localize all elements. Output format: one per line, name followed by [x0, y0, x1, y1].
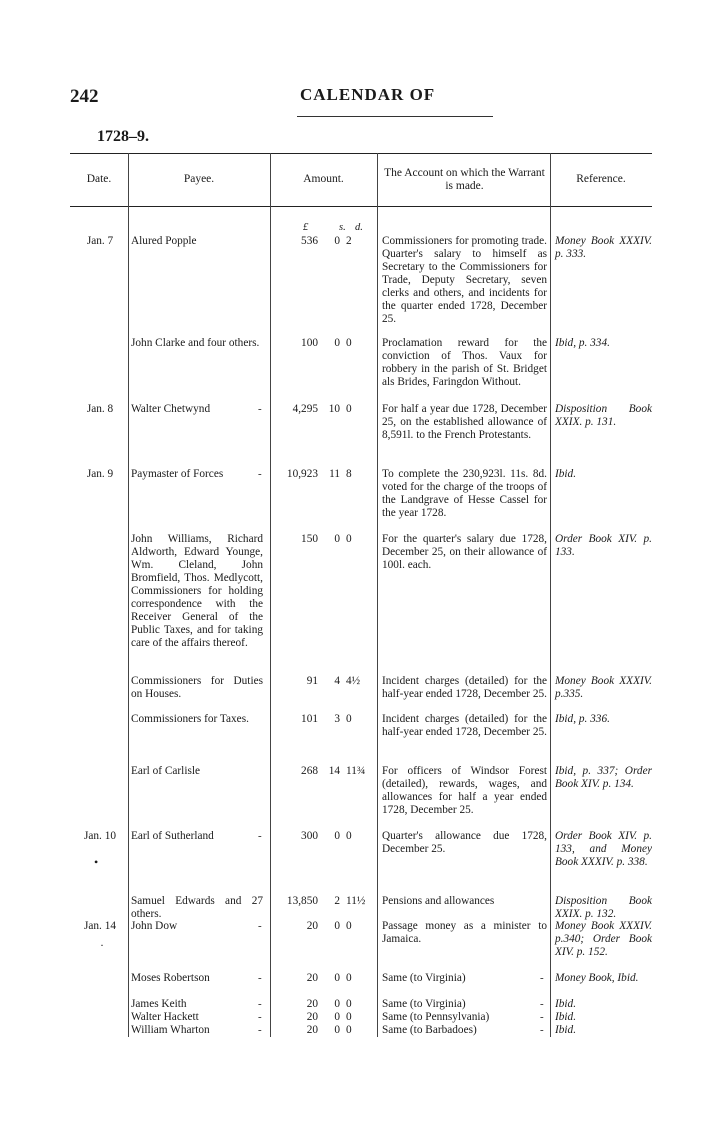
entry-payee: Commissioners for Taxes. — [131, 713, 249, 725]
column-divider — [377, 153, 378, 1037]
amount-shillings: 0 — [334, 1024, 340, 1036]
amount-shillings: 11 — [329, 468, 340, 480]
entry-account: Incident charges (detailed) for the half-year ended 1728, December 25. — [382, 713, 547, 738]
running-title: CALENDAR OF — [300, 85, 436, 104]
entry-date: Jan. 10 — [83, 830, 116, 842]
amount-pence: 0 — [346, 998, 352, 1010]
entry-payee: Earl of Carlisle — [131, 765, 201, 777]
amount-pence: 0 — [346, 337, 352, 349]
amount-pounds: 101 — [301, 713, 318, 725]
entry-date: Jan. 7 — [86, 235, 114, 247]
entry-reference: Order Book XIV. p. 133. — [555, 533, 652, 558]
entry-account: Same (to Virginia) — [382, 998, 466, 1010]
entry-date: Jan. 8 — [86, 403, 114, 415]
leader-dash: - — [258, 468, 262, 480]
entry-reference: Money Book XXXIV. p. 333. — [555, 235, 652, 260]
leader-dash: - — [540, 972, 544, 984]
amount-pence: 0 — [346, 920, 352, 932]
leader-dash: - — [540, 1011, 544, 1023]
amount-shillings: 0 — [334, 337, 340, 349]
leader-dash: - — [258, 1024, 262, 1036]
entry-amount — [272, 1011, 377, 1024]
year-heading: 1728–9. — [97, 128, 149, 145]
entry-reference: Ibid, p. 336. — [555, 713, 610, 725]
column-header-account: The Account on which the Warrant is made. — [384, 166, 545, 192]
entry-reference: Ibid, p. 337; Order Book XIV. p. 134. — [555, 765, 652, 790]
entry-reference: Money Book, Ibid. — [555, 972, 639, 984]
entry-reference: Ibid. — [555, 468, 577, 480]
amount-pounds: 20 — [306, 972, 318, 984]
amount-shillings: 0 — [334, 998, 340, 1010]
entry-payee: Paymaster of Forces — [131, 468, 224, 480]
entry-date: Jan. 14 — [83, 920, 116, 932]
column-divider — [128, 153, 129, 1037]
entry-amount — [272, 337, 377, 350]
entry-amount — [272, 895, 377, 908]
column-header-reference: Reference. — [576, 173, 626, 185]
entry-account: Commissioners for promoting trade. Quarter's salary to himself as Secretary to the Commissioners for Trade, Deputy Secretary, seven clerks and others, and incidents for the quarter ended 1728, December 25. — [382, 235, 547, 325]
entry-reference: Money Book XXXIV. p.340; Order Book XIV. p. 152. — [555, 920, 652, 958]
amount-pounds: 100 — [301, 337, 318, 349]
amount-shillings: 0 — [334, 235, 340, 247]
amount-pence: 0 — [346, 1024, 352, 1036]
table-header-rule — [70, 206, 652, 207]
entry-reference: Ibid. — [555, 1024, 577, 1036]
entry-amount — [272, 675, 377, 688]
entry-payee: John Dow — [131, 920, 178, 932]
amount-shillings: 14 — [328, 765, 340, 777]
entry-amount — [272, 972, 377, 985]
amount-pounds: 536 — [301, 235, 318, 247]
entry-account: For officers of Windsor Forest (detailed), rewards, wages, and allowances for half a year ended 1728, December 25. — [382, 765, 547, 816]
unit-pounds: £ — [303, 222, 309, 233]
amount-pence: 8 — [346, 468, 352, 480]
entry-amount — [272, 765, 377, 778]
amount-shillings: 10 — [328, 403, 340, 415]
amount-shillings: 2 — [334, 895, 340, 907]
entry-payee: Samuel Edwards and 27 others. — [131, 895, 263, 920]
column-header-amount: Amount. — [303, 173, 344, 185]
entry-account: Same (to Pennsylvania) — [382, 1011, 490, 1023]
entry-payee: Walter Chetwynd — [131, 403, 211, 415]
amount-pounds: 10,923 — [286, 468, 318, 480]
entry-payee: James Keith — [131, 998, 187, 1010]
entry-account: Same (to Virginia) — [382, 972, 466, 984]
entry-reference: Money Book XXXIV. p.335. — [555, 675, 652, 700]
amount-shillings: 0 — [334, 830, 340, 842]
amount-pence: 0 — [346, 403, 352, 415]
entry-account: Pensions and allowances — [382, 895, 495, 907]
amount-pounds: 91 — [306, 675, 318, 687]
entry-payee: Earl of Sutherland — [131, 830, 214, 842]
leader-dash: - — [258, 403, 262, 415]
entry-payee: Alured Popple — [131, 235, 197, 247]
entry-account: For the quarter's salary due 1728, December 25, on their allowance of 100l. each. — [382, 533, 547, 571]
amount-pounds: 268 — [301, 765, 318, 777]
leader-dash: - — [540, 998, 544, 1010]
amount-shillings: 3 — [334, 713, 340, 725]
entry-account: Same (to Barbadoes) — [382, 1024, 477, 1036]
leader-dash: - — [258, 1011, 262, 1023]
entry-amount — [272, 533, 377, 546]
amount-pounds: 150 — [301, 533, 318, 545]
unit-shillings: s. — [339, 222, 346, 233]
amount-pence: 11¾ — [346, 765, 366, 777]
entry-amount — [272, 830, 377, 843]
entry-account: Quarter's allowance due 1728, December 25. — [382, 830, 547, 855]
entry-payee: Moses Robertson — [131, 972, 210, 984]
entry-reference: Ibid, p. 334. — [555, 337, 610, 349]
leader-dash: - — [258, 972, 262, 984]
column-header-date: Date. — [86, 173, 112, 185]
entry-account: Passage money as a minister to Jamaica. — [382, 920, 547, 945]
entry-amount — [272, 998, 377, 1011]
column-divider — [550, 153, 551, 1037]
margin-mark: · — [100, 938, 104, 952]
amount-pence: 0 — [346, 533, 352, 545]
entry-reference: Ibid. — [555, 1011, 577, 1023]
amount-pounds: 4,295 — [292, 403, 318, 415]
page-number: 242 — [70, 86, 99, 107]
entry-payee: John Clarke and four others. — [131, 337, 260, 349]
entry-reference: Order Book XIV. p. 133, and Money Book XXXIV. p. 338. — [555, 830, 652, 868]
amount-pence: 0 — [346, 1011, 352, 1023]
column-header-payee: Payee. — [183, 173, 215, 185]
amount-pounds: 13,850 — [286, 895, 318, 907]
title-rule — [297, 116, 493, 117]
amount-shillings: 0 — [334, 1011, 340, 1023]
leader-dash: - — [258, 920, 262, 932]
amount-shillings: 0 — [334, 972, 340, 984]
margin-mark: • — [94, 855, 99, 869]
leader-dash: - — [258, 998, 262, 1010]
amount-pounds: 20 — [306, 1024, 318, 1036]
entry-account: To complete the 230,923l. 11s. 8d. voted for the charge of the troops of the Landgrave of Hesse Cassel for the year 1728. — [382, 468, 547, 519]
leader-dash: - — [258, 830, 262, 842]
amount-shillings: 0 — [334, 533, 340, 545]
entry-payee: William Wharton — [131, 1024, 210, 1036]
entry-account: Incident charges (detailed) for the half-year ended 1728, December 25. — [382, 675, 547, 700]
entry-amount — [272, 1024, 377, 1037]
amount-pence: 0 — [346, 713, 352, 725]
amount-pounds: 20 — [306, 1011, 318, 1023]
amount-shillings: 0 — [334, 920, 340, 932]
amount-shillings: 4 — [334, 675, 340, 687]
entry-account: For half a year due 1728, December 25, on the established allowance of 8,591l. to the French Protestants. — [382, 403, 547, 441]
leader-dash: - — [540, 1024, 544, 1036]
amount-pounds: 20 — [306, 998, 318, 1010]
amount-pence: 2 — [346, 235, 352, 247]
amount-pounds: 300 — [301, 830, 318, 842]
entry-reference: Disposition Book XXIX. p. 131. — [555, 403, 652, 428]
amount-pence: 4½ — [346, 675, 361, 687]
entry-payee: Walter Hackett — [131, 1011, 199, 1023]
entry-amount — [272, 713, 377, 726]
entry-amount — [272, 235, 377, 248]
entry-payee: John Williams, Richard Aldworth, Edward Younge, Wm. Cleland, John Bromfield, Thos. Medlycott, Commissioners for holding correspondence with the Receiver General of the Public Taxes, and for taking care of the affairs thereof. — [131, 533, 263, 649]
column-divider — [270, 153, 271, 1037]
entry-payee: Commissioners for Duties on Houses. — [131, 675, 263, 700]
amount-pence: 11½ — [346, 895, 366, 907]
entry-date: Jan. 9 — [86, 468, 114, 480]
entry-amount — [272, 403, 377, 416]
entry-reference: Disposition Book XXIX. p. 132. — [555, 895, 652, 920]
amount-pounds: 20 — [306, 920, 318, 932]
amount-pence: 0 — [346, 972, 352, 984]
amount-pence: 0 — [346, 830, 352, 842]
entry-reference: Ibid. — [555, 998, 577, 1010]
entry-amount — [272, 468, 377, 481]
entry-amount — [272, 920, 377, 933]
unit-pence: d. — [355, 222, 363, 233]
entry-account: Proclamation reward for the conviction of Thos. Vaux for robbery in the parish of St. Bridget als Brides, Faringdon Without. — [382, 337, 547, 388]
